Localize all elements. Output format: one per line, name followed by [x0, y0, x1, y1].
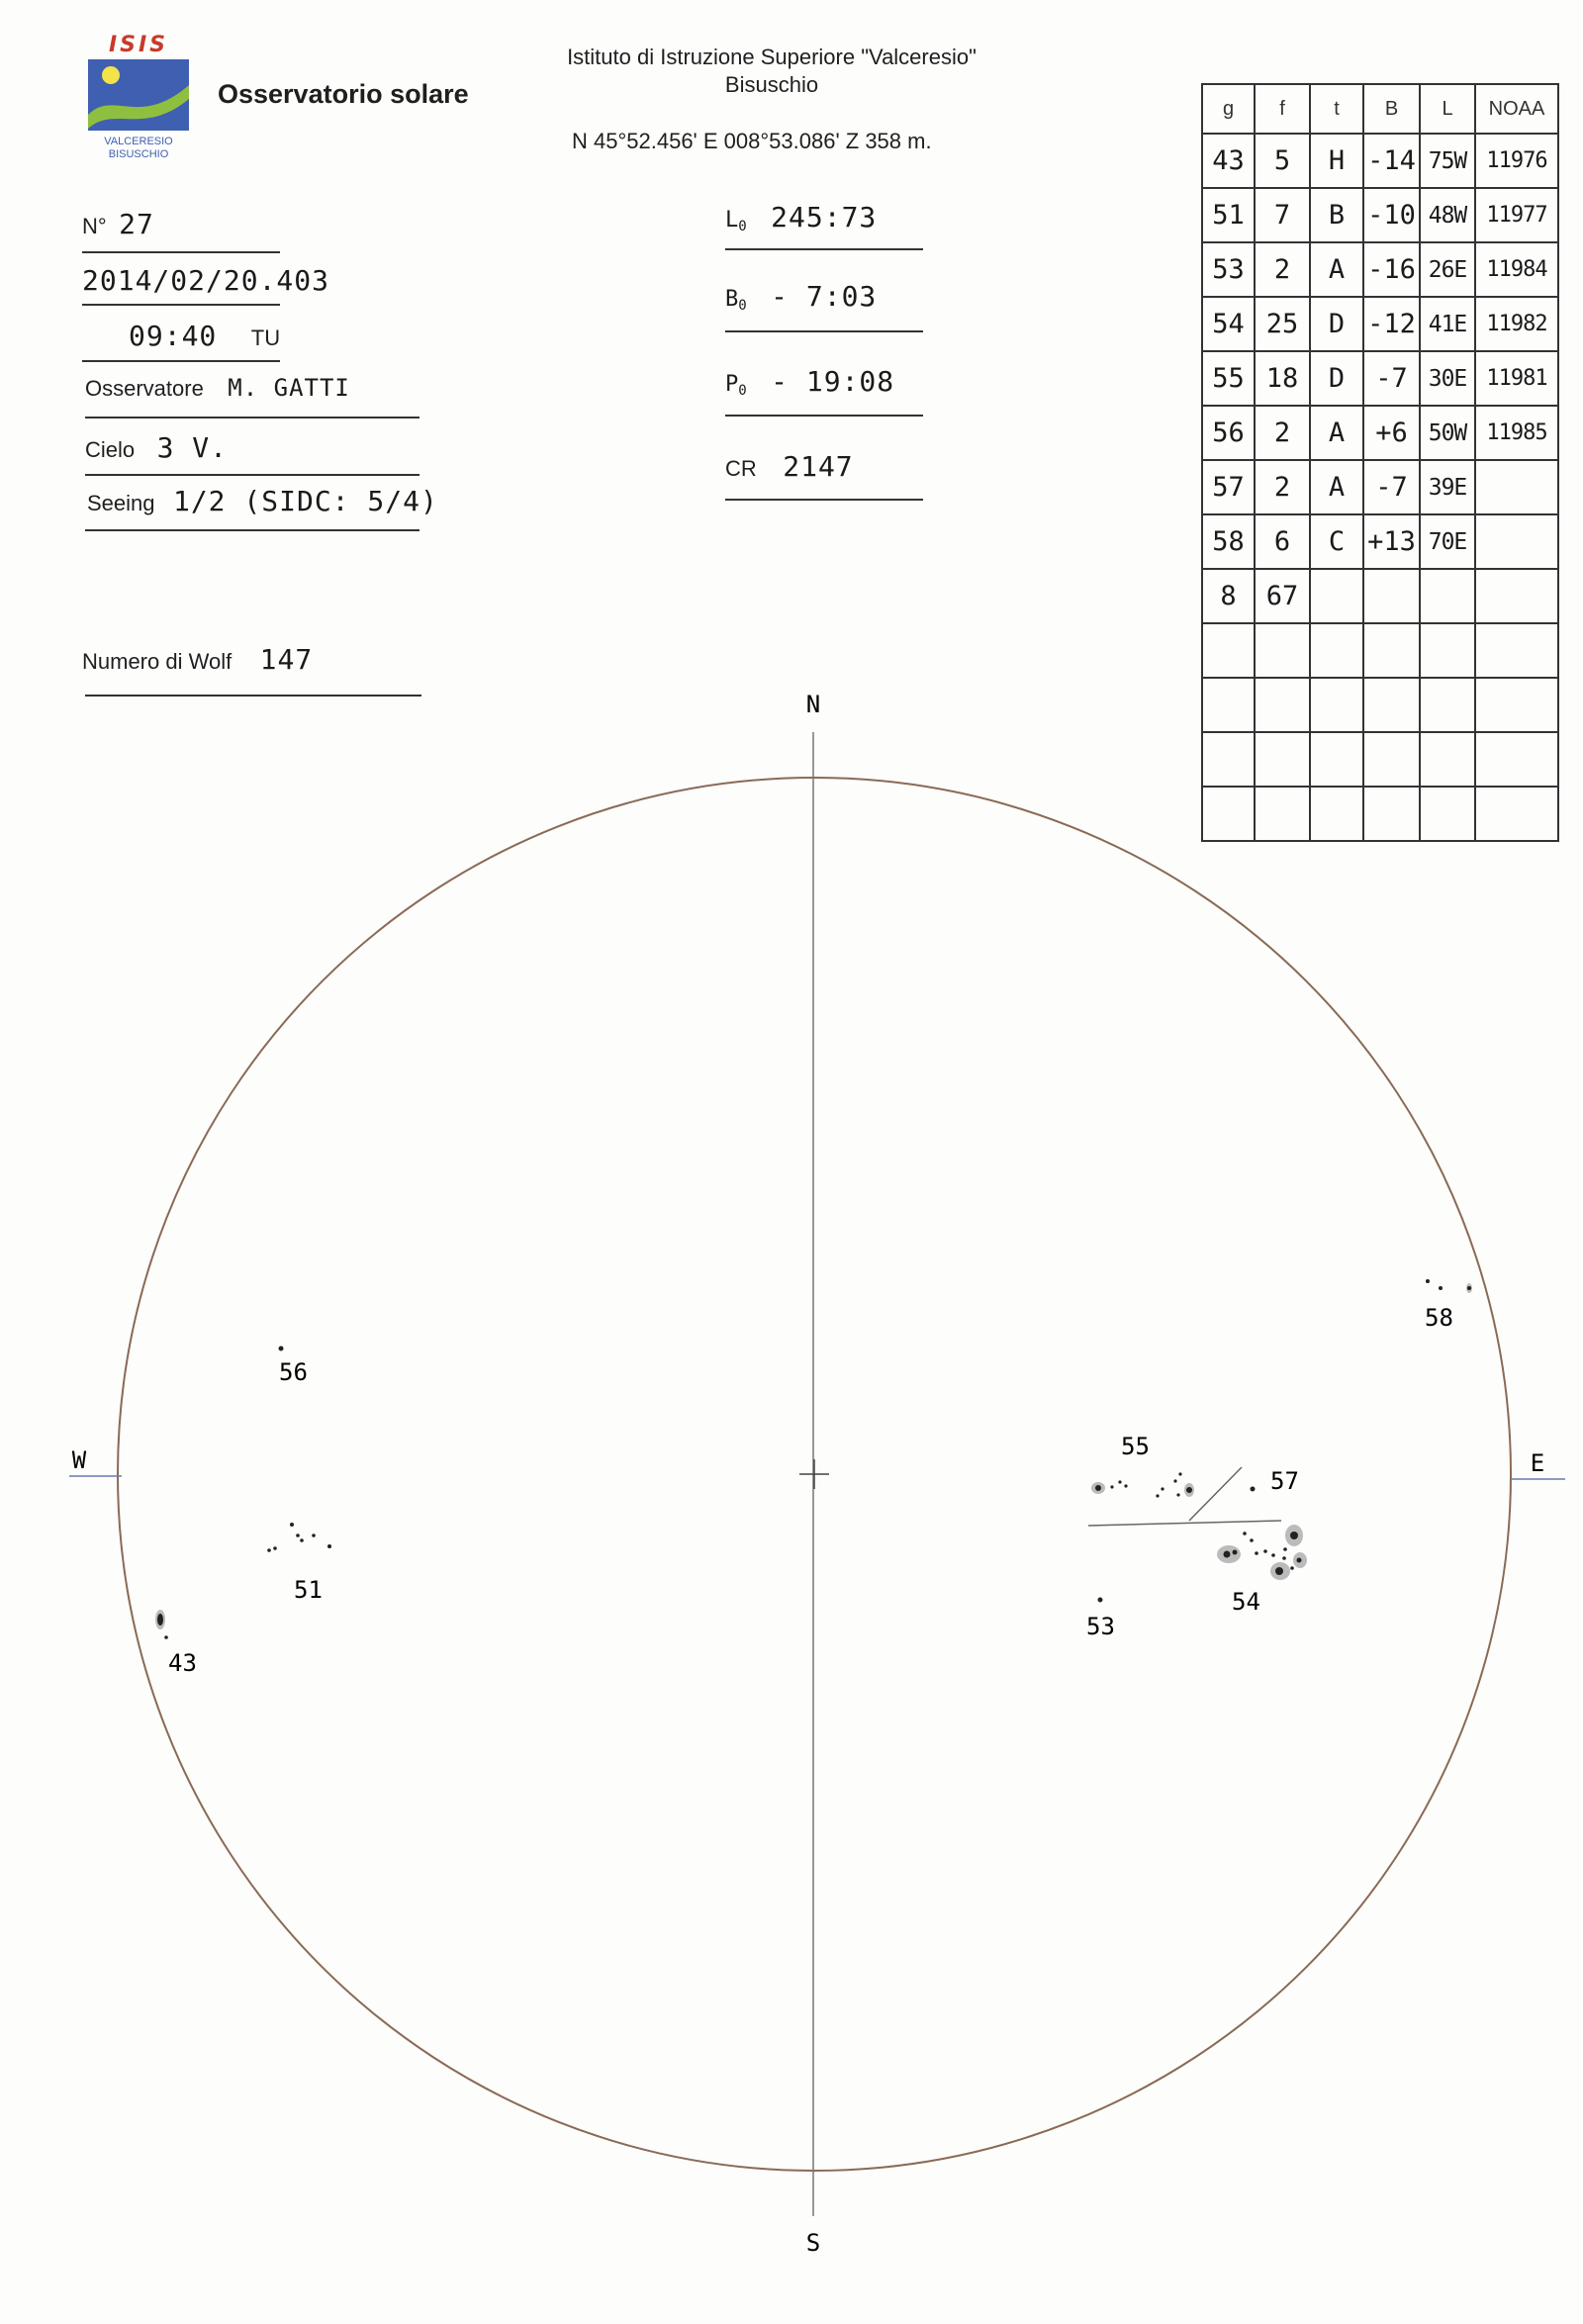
south-label: S [805, 2229, 821, 2257]
time-value: 09:40 [129, 320, 218, 352]
seeing-value: 1/2 (SIDC: 5/4) [172, 485, 438, 517]
observatory-coordinates: N 45°52.456' E 008°53.086' Z 358 m. [572, 129, 932, 153]
spot-43-small [164, 1635, 168, 1639]
north-label: N [805, 691, 821, 718]
institute-name: Istituto di Istruzione Superiore "Valceresio" [567, 45, 977, 69]
cell-t: A [1310, 406, 1363, 460]
east-label: E [1530, 1449, 1545, 1477]
cell-b: -7 [1363, 351, 1420, 406]
cell-noaa: 11977 [1475, 188, 1558, 242]
spot-cluster-55 [1091, 1472, 1194, 1497]
b0-value: - 7:03 [771, 280, 878, 313]
cell-t: D [1310, 297, 1363, 351]
observer-label: Osservatore [85, 376, 204, 401]
group-label-53: 53 [1086, 1613, 1115, 1640]
cell-f: 18 [1255, 351, 1310, 406]
cell-f: 67 [1255, 569, 1310, 623]
group-separator-line [1189, 1467, 1242, 1521]
p0-label: P [725, 372, 739, 397]
group-label-56: 56 [279, 1358, 308, 1386]
cell-t: B [1310, 188, 1363, 242]
header-l: L [1420, 84, 1475, 134]
cell-l: 50W [1420, 406, 1475, 460]
l0-label: L [725, 208, 739, 232]
spot-53 [1098, 1598, 1103, 1603]
cell-f: 7 [1255, 188, 1310, 242]
cell-f: 2 [1255, 460, 1310, 514]
cell-l: 30E [1420, 351, 1475, 406]
cell-b: -14 [1363, 134, 1420, 188]
cell-t: H [1310, 134, 1363, 188]
cell-l: 70E [1420, 514, 1475, 569]
cell-g: 54 [1202, 297, 1255, 351]
cell-t: D [1310, 351, 1363, 406]
spot-cluster-54 [1217, 1525, 1307, 1580]
cell-g: 8 [1202, 569, 1255, 623]
cell-b: +6 [1363, 406, 1420, 460]
cell-g: 53 [1202, 242, 1255, 297]
cell-l: 41E [1420, 297, 1475, 351]
cell-noaa: 11981 [1475, 351, 1558, 406]
cell-b: -12 [1363, 297, 1420, 351]
west-label: W [71, 1446, 87, 1474]
sky-value: 3 V. [156, 431, 229, 464]
header-f: f [1255, 84, 1310, 134]
header-noaa: NOAA [1475, 84, 1558, 134]
spot-cluster-58 [1426, 1279, 1443, 1290]
cell-l: 48W [1420, 188, 1475, 242]
b0-label: B [725, 287, 739, 312]
cell-t: A [1310, 460, 1363, 514]
l0-value: 245:73 [771, 201, 878, 233]
cell-g: 43 [1202, 134, 1255, 188]
group-label-54: 54 [1232, 1588, 1260, 1616]
wolf-value: 147 [259, 643, 314, 676]
logo-caption-1: VALCERESIO [104, 136, 173, 147]
b0-sub: 0 [738, 298, 747, 315]
group-label-55: 55 [1121, 1433, 1150, 1460]
cell-g: 56 [1202, 406, 1255, 460]
cell-l: 26E [1420, 242, 1475, 297]
cell-g: 58 [1202, 514, 1255, 569]
cell-l: 39E [1420, 460, 1475, 514]
spot-57 [1251, 1487, 1256, 1492]
l0-sub: 0 [738, 219, 747, 235]
cell-f: 5 [1255, 134, 1310, 188]
cell-t: A [1310, 242, 1363, 297]
cell-noaa: 11982 [1475, 297, 1558, 351]
number-label: N° [82, 214, 107, 238]
header-g: g [1202, 84, 1255, 134]
group-separator-line [1088, 1521, 1281, 1526]
sky-label: Cielo [85, 437, 136, 462]
cell-noaa: 11985 [1475, 406, 1558, 460]
header-t: t [1310, 84, 1363, 134]
cell-f: 2 [1255, 406, 1310, 460]
spot-58-umbra [1467, 1286, 1471, 1290]
cell-t: C [1310, 514, 1363, 569]
group-label-51: 51 [294, 1576, 323, 1604]
seeing-label: Seeing [87, 491, 155, 515]
cell-f: 25 [1255, 297, 1310, 351]
cr-label: CR [725, 456, 757, 481]
cell-g: 55 [1202, 351, 1255, 406]
spot-43-umbra [157, 1614, 163, 1626]
cell-f: 6 [1255, 514, 1310, 569]
spot-56 [279, 1347, 284, 1351]
cell-g: 51 [1202, 188, 1255, 242]
cell-l: 75W [1420, 134, 1475, 188]
group-label-58: 58 [1425, 1304, 1453, 1332]
logo-caption-2: BISUSCHIO [108, 148, 169, 160]
cell-b: +13 [1363, 514, 1420, 569]
spot-cluster-51 [267, 1523, 331, 1552]
observer-value: M. GATTI [228, 374, 350, 402]
number-value: 27 [119, 208, 154, 240]
header-b: B [1363, 84, 1420, 134]
time-unit: TU [250, 325, 281, 350]
p0-value: - 19:08 [771, 365, 895, 398]
p0-sub: 0 [738, 383, 747, 400]
observatory-title: Osservatorio solare [218, 79, 469, 109]
logo-wordmark: ISIS [108, 33, 169, 57]
cell-g: 57 [1202, 460, 1255, 514]
cell-b: -16 [1363, 242, 1420, 297]
group-label-57: 57 [1270, 1467, 1299, 1495]
cell-b: -10 [1363, 188, 1420, 242]
cell-b: -7 [1363, 460, 1420, 514]
wolf-label: Numero di Wolf [82, 649, 233, 674]
group-label-43: 43 [168, 1649, 197, 1677]
cell-noaa: 11984 [1475, 242, 1558, 297]
institute-place: Bisuschio [724, 72, 819, 97]
cell-f: 2 [1255, 242, 1310, 297]
cell-noaa: 11976 [1475, 134, 1558, 188]
cr-value: 2147 [783, 450, 854, 483]
date-value: 2014/02/20.403 [82, 264, 330, 297]
